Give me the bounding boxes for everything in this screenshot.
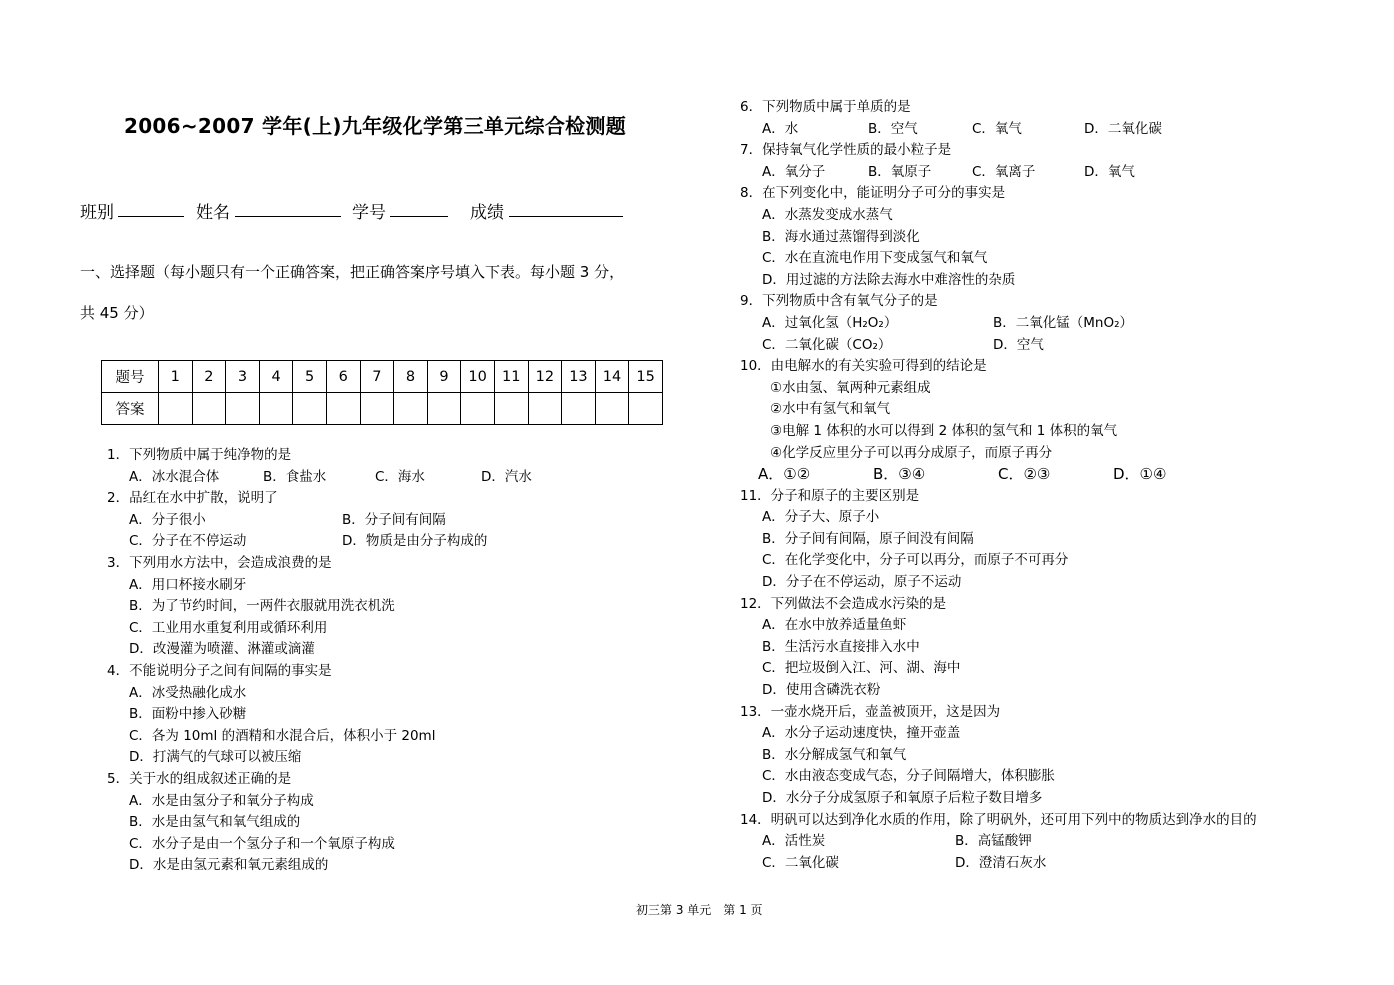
option-row	[740, 335, 1360, 357]
question-stem: 3．下列用水方法中，会造成浪费的是	[107, 554, 332, 571]
option-row	[740, 313, 1360, 335]
option[interactable]: B．水是由氢气和氧气组成的	[129, 814, 301, 831]
option[interactable]: C．氧气	[972, 120, 1022, 137]
name-blank[interactable]	[235, 200, 341, 217]
option[interactable]: D．分子在不停运动，原子不运动	[762, 574, 962, 591]
option[interactable]: B．③④	[873, 465, 926, 484]
option[interactable]: B．水分解成氢气和氧气	[762, 746, 907, 763]
answer-table-header-row	[102, 361, 663, 393]
question-stem: 10．由电解水的有关实验可得到的结论是	[740, 358, 987, 375]
answer-cell[interactable]	[528, 393, 562, 425]
option[interactable]: C．各为 10ml 的酒精和水混合后，体积小于 20ml	[129, 727, 436, 744]
option[interactable]: B．食盐水	[263, 468, 327, 485]
option[interactable]: A．分子大、原子小	[762, 509, 880, 526]
option[interactable]: C．②③	[998, 465, 1051, 484]
statement: ①水由氢、氧两种元素组成	[770, 379, 931, 396]
score-blank[interactable]	[509, 200, 623, 217]
score-label: 成绩	[470, 203, 504, 223]
answer-cell[interactable]	[226, 393, 260, 425]
option[interactable]: A．①②	[758, 465, 811, 484]
table-number: 11	[494, 361, 528, 393]
option[interactable]: B．氧原子	[868, 163, 932, 180]
option[interactable]: D．用过滤的方法除去海水中难溶性的杂质	[762, 271, 1016, 288]
option[interactable]: D．水分子分成氢原子和氧原子后粒子数目增多	[762, 790, 1043, 806]
option[interactable]: A．水	[762, 120, 799, 137]
option[interactable]: D．改漫灌为喷灌、淋灌或滴灌	[129, 641, 315, 658]
statement: ④化学反应里分子可以再分成原子，而原子再分	[770, 444, 1053, 461]
option[interactable]: C．氧离子	[972, 163, 1036, 180]
option[interactable]: D．空气	[993, 336, 1044, 353]
questions-left	[107, 445, 667, 877]
option[interactable]: D．氧气	[1084, 163, 1135, 180]
table-number: 3	[226, 361, 260, 393]
table-number: 7	[360, 361, 394, 393]
answer-cell[interactable]	[595, 393, 629, 425]
option[interactable]: D．澄清石灰水	[955, 854, 1047, 871]
option[interactable]: C．水在直流电作用下变成氢气和氧气	[762, 250, 988, 267]
option[interactable]: A．水分子运动速度快，撞开壶盖	[762, 725, 961, 742]
option[interactable]: C．水分子是由一个氢分子和一个氧原子构成	[129, 835, 395, 852]
section-heading-line1: 一、选择题（每小题只有一个正确答案，把正确答案序号填入下表。每小题 3 分，	[80, 263, 625, 281]
statement: ③电解 1 体积的水可以得到 2 体积的氢气和 1 体积的氧气	[770, 422, 1118, 439]
section-heading-line2: 共 45 分）	[80, 304, 154, 322]
answer-table-answer-row	[102, 393, 663, 425]
question-stem: 12．下列做法不会造成水污染的是	[740, 595, 947, 612]
question-stem: 4．不能说明分子之间有间隔的事实是	[107, 662, 332, 679]
answer-cell[interactable]	[461, 393, 495, 425]
option[interactable]: A．冰受热融化成水	[129, 684, 247, 701]
table-answer-label: 答案	[102, 393, 159, 425]
question-stem: 6．下列物质中属于单质的是	[740, 99, 911, 115]
option[interactable]: D．①④	[1113, 465, 1167, 484]
table-number: 10	[461, 361, 495, 393]
option[interactable]: B．海水通过蒸馏得到淡化	[762, 228, 920, 245]
table-number: 5	[293, 361, 327, 393]
answer-cell[interactable]	[293, 393, 327, 425]
question-stem: 14．明矾可以达到净化水质的作用，除了明矾外，还可用下列中的物质达到净水的目的	[740, 811, 1257, 828]
option[interactable]: B．空气	[868, 120, 918, 137]
answer-cell[interactable]	[562, 393, 596, 425]
table-number: 15	[629, 361, 663, 393]
option[interactable]: C．分子在不停运动	[129, 533, 247, 550]
answer-table	[101, 360, 663, 425]
option-row	[740, 831, 1360, 853]
option[interactable]: C．把垃圾倒入江、河、湖、海中	[762, 660, 961, 677]
option[interactable]: D．汽水	[481, 468, 532, 485]
table-header-label: 题号	[102, 361, 159, 393]
table-number: 2	[192, 361, 226, 393]
answer-cell[interactable]	[259, 393, 293, 425]
statement: ②水中有氢气和氧气	[770, 401, 891, 418]
class-label: 班别	[80, 203, 114, 223]
option[interactable]: A．用口杯接水刷牙	[129, 576, 247, 593]
answer-cell[interactable]	[427, 393, 461, 425]
option[interactable]: C．二氧化碳（CO₂）	[762, 336, 892, 353]
option[interactable]: D．打满气的气球可以被压缩	[129, 749, 302, 766]
option[interactable]: A．氧分子	[762, 163, 826, 180]
answer-cell[interactable]	[159, 393, 193, 425]
option-row	[107, 531, 667, 553]
option-row	[740, 464, 1360, 486]
questions-right	[740, 97, 1360, 874]
id-blank[interactable]	[390, 200, 448, 217]
option[interactable]: B．为了节约时间，一两件衣服就用洗衣机洗	[129, 598, 395, 615]
question-stem: 8．在下列变化中，能证明分子可分的事实是	[740, 185, 1006, 202]
option[interactable]: A．水蒸发变成水蒸气	[762, 206, 893, 223]
answer-cell[interactable]	[494, 393, 528, 425]
answer-cell[interactable]	[192, 393, 226, 425]
question-stem: 5．关于水的组成叙述正确的是	[107, 770, 292, 787]
option[interactable]: A．水是由氢分子和氧分子构成	[129, 792, 314, 809]
option[interactable]: C．在化学变化中，分子可以再分，而原子不可再分	[762, 552, 1069, 569]
option[interactable]: A．活性炭	[762, 833, 826, 850]
answer-cell[interactable]	[326, 393, 360, 425]
page-title: 2006~2007 学年(上)九年级化学第三单元综合检测题	[124, 114, 627, 138]
option[interactable]: C．水由液态变成气态，分子间隔增大，体积膨胀	[762, 768, 1055, 785]
option[interactable]: A．过氧化氢（H₂O₂）	[762, 314, 898, 331]
option[interactable]: A．冰水混合体	[129, 468, 220, 485]
table-number: 6	[326, 361, 360, 393]
table-number: 12	[528, 361, 562, 393]
answer-cell[interactable]	[360, 393, 394, 425]
option-row	[740, 162, 1360, 184]
option[interactable]: B．分子间有间隔	[342, 511, 446, 528]
option-row	[740, 119, 1360, 141]
question-stem: 2．品红在水中扩散，说明了	[107, 490, 278, 507]
question-stem: 11．分子和原子的主要区别是	[740, 487, 920, 504]
id-label: 学号	[352, 203, 386, 223]
answer-cell[interactable]	[394, 393, 428, 425]
option[interactable]: B．二氧化锰（MnO₂）	[993, 314, 1134, 331]
table-number: 13	[562, 361, 596, 393]
question-stem: 9．下列物质中含有氧气分子的是	[740, 293, 938, 310]
option[interactable]: D．使用含磷洗衣粉	[762, 682, 881, 699]
table-number: 8	[394, 361, 428, 393]
question-stem: 7．保持氧气化学性质的最小粒子是	[740, 142, 952, 159]
option[interactable]: A．在水中放养适量鱼虾	[762, 617, 907, 634]
option[interactable]: A．分子很小	[129, 511, 206, 528]
option[interactable]: D．二氧化碳	[1084, 120, 1162, 137]
question-stem: 13．一壶水烧开后，壶盖被顶开，这是因为	[740, 703, 1001, 720]
table-number: 14	[595, 361, 629, 393]
question-stem: 1．下列物质中属于纯净物的是	[107, 447, 292, 463]
name-label: 姓名	[196, 203, 230, 223]
table-number: 9	[427, 361, 461, 393]
option[interactable]: D．水是由氢元素和氧元素组成的	[129, 857, 329, 874]
option[interactable]: B．面粉中掺入砂糖	[129, 706, 247, 723]
option[interactable]: C．二氧化碳	[762, 854, 839, 871]
table-number: 4	[259, 361, 293, 393]
table-number: 1	[159, 361, 193, 393]
class-blank[interactable]	[118, 200, 184, 217]
option[interactable]: C．工业用水重复利用或循环利用	[129, 619, 328, 636]
option-row	[107, 467, 667, 489]
option[interactable]: B．生活污水直接排入水中	[762, 638, 920, 655]
option[interactable]: B．高锰酸钾	[955, 833, 1032, 850]
option-row	[107, 510, 667, 532]
option[interactable]: B．分子间有间隔，原子间没有间隔	[762, 530, 974, 547]
option[interactable]: D．物质是由分子构成的	[342, 533, 488, 550]
answer-cell[interactable]	[629, 393, 663, 425]
option-row	[740, 853, 1360, 875]
option[interactable]: C．海水	[375, 468, 425, 485]
page-footer: 初三第 3 单元 第 1 页	[636, 903, 763, 917]
